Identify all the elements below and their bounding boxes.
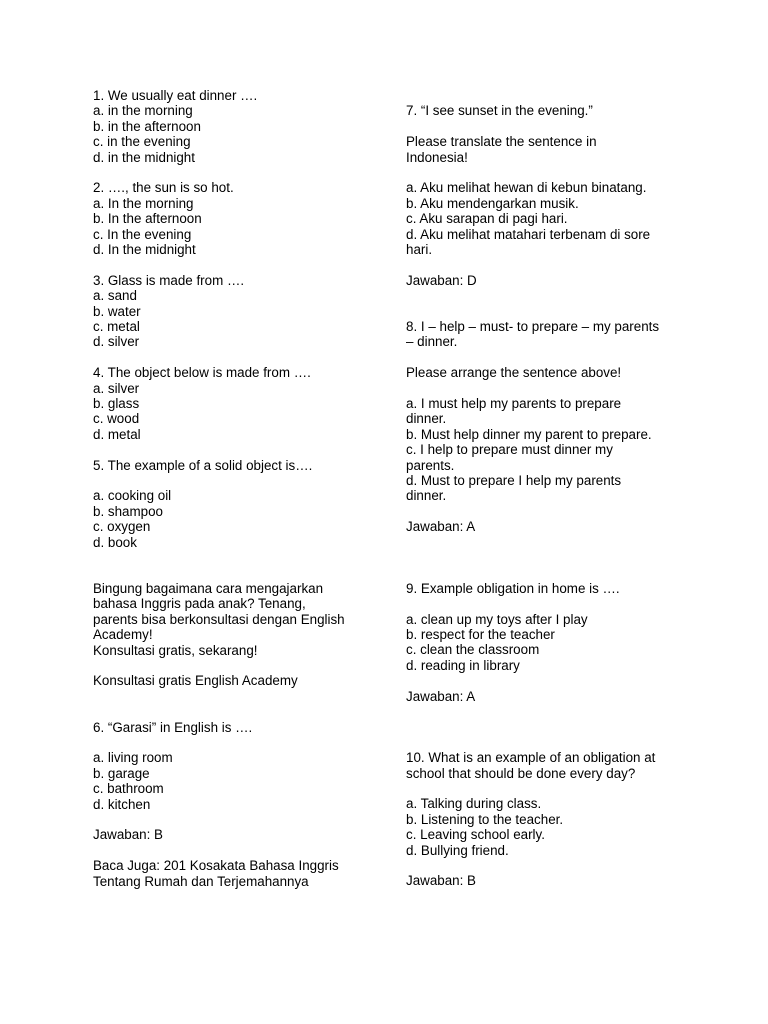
- blank-line: [406, 288, 688, 303]
- text-line: c. Aku sarapan di pagi hari.: [406, 211, 568, 227]
- text-line: d. Aku melihat matahari terbenam di sore: [406, 226, 651, 242]
- blank-line: [406, 735, 688, 750]
- text-line: 4. The object below is made from ….: [93, 365, 311, 381]
- text-line: Baca Juga: 201 Kosakata Bahasa Inggris: [93, 858, 339, 874]
- text-line: b. Listening to the teacher.: [406, 811, 564, 827]
- text-line: 5. The example of a solid object is….: [93, 457, 313, 473]
- text-line: a. clean up my toys after I play: [406, 611, 588, 627]
- text-line: dinner.: [406, 411, 447, 427]
- right-column: [406, 88, 688, 889]
- text-line: a. cooking oil: [93, 488, 172, 504]
- blank-line: [93, 689, 383, 704]
- blank-line: [93, 350, 383, 365]
- text-line: 8. I – help – must- to prepare – my parents: [406, 319, 660, 334]
- text-line: c. wood: [93, 411, 140, 427]
- text-line: d. Bullying friend.: [406, 842, 509, 858]
- text-line: d. metal: [93, 426, 141, 442]
- text-line: b. water: [93, 303, 141, 319]
- text-line: b. In the afternoon: [93, 211, 202, 227]
- text-line: school that should be done every day?: [406, 765, 636, 781]
- blank-line: [406, 565, 688, 580]
- text-line: b. garage: [93, 765, 150, 781]
- text-line: d. Must to prepare I help my parents: [406, 473, 622, 489]
- blank-line: [406, 535, 688, 550]
- text-line: d. book: [93, 534, 137, 550]
- text-line: c. I help to prepare must dinner my: [406, 442, 613, 458]
- text-line: c. in the evening: [93, 134, 191, 150]
- text-line: c. clean the classroom: [406, 642, 540, 658]
- text-line: a. Aku melihat hewan di kebun binatang.: [406, 180, 647, 196]
- text-line: d. kitchen: [93, 796, 151, 812]
- text-line: a. living room: [93, 750, 173, 766]
- text-line: a. I must help my parents to prepare: [406, 396, 622, 411]
- text-line: Jawaban: A: [406, 519, 476, 535]
- blank-line: [406, 704, 688, 719]
- text-line: hari.: [406, 242, 433, 258]
- text-line: b. in the afternoon: [93, 118, 201, 134]
- blank-line: [406, 550, 688, 565]
- text-line: c. In the evening: [93, 226, 192, 242]
- text-line: Bingung bagaimana cara mengajarkan: [93, 580, 324, 596]
- text-line: Konsultasi gratis, sekarang!: [93, 642, 258, 658]
- blank-line: [93, 843, 383, 858]
- blank-line: [93, 442, 383, 457]
- text-line: a. in the morning: [93, 103, 193, 119]
- text-line: 2. …., the sun is so hot.: [93, 180, 234, 196]
- text-line: d. silver: [93, 334, 140, 350]
- blank-line: [93, 704, 383, 719]
- text-line: Indonesia!: [406, 149, 468, 165]
- text-line: d. In the midnight: [93, 242, 196, 258]
- text-line: 3. Glass is made from ….: [93, 272, 245, 288]
- blank-line: [406, 350, 688, 365]
- blank-line: [406, 257, 688, 272]
- text-line: dinner.: [406, 488, 447, 504]
- text-line: 9. Example obligation in home is ….: [406, 580, 620, 596]
- text-line: a. In the morning: [93, 195, 194, 211]
- blank-line: [406, 858, 688, 873]
- left-column: [93, 88, 383, 889]
- text-line: Jawaban: B: [406, 873, 476, 889]
- text-line: Tentang Rumah dan Terjemahannya: [93, 873, 309, 889]
- blank-line: [406, 381, 688, 396]
- text-line: parents bisa berkonsultasi dengan English: [93, 611, 345, 627]
- text-line: b. respect for the teacher: [406, 627, 555, 643]
- text-line: bahasa Inggris pada anak? Tenang,: [93, 596, 306, 612]
- blank-line: [406, 88, 688, 103]
- text-line: Jawaban: A: [406, 688, 476, 704]
- blank-line: [93, 658, 383, 673]
- text-line: Please arrange the sentence above!: [406, 365, 622, 381]
- text-line: c. bathroom: [93, 781, 164, 797]
- text-line: 7. “I see sunset in the evening.”: [406, 103, 593, 119]
- text-line: Jawaban: B: [93, 827, 163, 843]
- text-line: Jawaban: D: [406, 272, 477, 288]
- text-line: Academy!: [93, 627, 153, 643]
- blank-line: [93, 566, 383, 581]
- blank-line: [406, 304, 688, 319]
- text-line: a. sand: [93, 288, 137, 304]
- text-line: b. Aku mendengarkan musik.: [406, 195, 579, 211]
- blank-line: [93, 165, 383, 180]
- blank-line: [406, 165, 688, 180]
- blank-line: [406, 673, 688, 688]
- text-line: c. oxygen: [93, 519, 151, 535]
- text-line: b. Must help dinner my parent to prepare.: [406, 426, 652, 442]
- blank-line: [93, 257, 383, 272]
- text-line: Please translate the sentence in: [406, 134, 597, 150]
- blank-line: [406, 781, 688, 796]
- blank-line: [406, 119, 688, 134]
- blank-line: [406, 719, 688, 734]
- text-line: c. Leaving school early.: [406, 827, 545, 843]
- text-line: b. glass: [93, 396, 140, 412]
- text-line: c. metal: [93, 319, 140, 335]
- text-line: 1. We usually eat dinner ….: [93, 88, 258, 103]
- text-line: parents.: [406, 457, 455, 473]
- blank-line: [406, 504, 688, 519]
- text-line: d. reading in library: [406, 657, 520, 673]
- text-line: b. shampoo: [93, 503, 163, 519]
- blank-line: [93, 550, 383, 565]
- blank-line: [406, 596, 688, 611]
- text-line: Konsultasi gratis English Academy: [93, 673, 298, 689]
- text-line: – dinner.: [406, 334, 458, 350]
- text-line: a. silver: [93, 380, 140, 396]
- text-line: 10. What is an example of an obligation at: [406, 750, 656, 766]
- text-line: 6. “Garasi” in English is ….: [93, 719, 253, 735]
- text-line: d. in the midnight: [93, 149, 195, 165]
- blank-line: [93, 812, 383, 827]
- blank-line: [93, 473, 383, 488]
- text-line: a. Talking during class.: [406, 796, 542, 812]
- blank-line: [93, 735, 383, 750]
